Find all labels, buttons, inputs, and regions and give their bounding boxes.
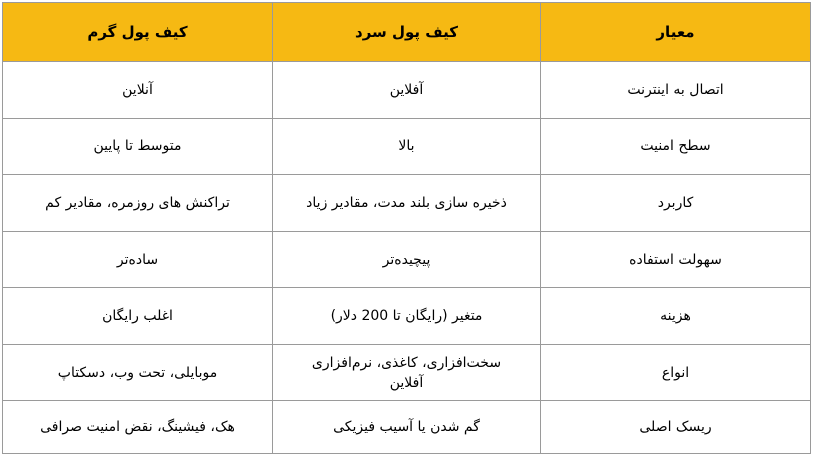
table-row (3, 118, 811, 175)
cell-hot-wallet: هک، فیشینگ، نقض امنیت صرافی (3, 401, 273, 454)
cell-criterion: سهولت استفاده (541, 231, 811, 288)
cell-criterion: سطح امنیت (541, 118, 811, 175)
header-cold-wallet: کیف پول سرد (273, 3, 541, 62)
cell-cold-wallet: آفلاین (273, 62, 541, 119)
table-row (3, 288, 811, 345)
cell-hot-wallet: تراکنش های روزمره، مقادیر کم (3, 175, 273, 232)
cell-hot-wallet: ساده‌تر (3, 231, 273, 288)
table-row (3, 344, 811, 401)
cell-criterion: هزینه (541, 288, 811, 345)
header-row (3, 3, 811, 62)
cell-criterion: اتصال به اینترنت (541, 62, 811, 119)
cell-cold-wallet-text: سخت‌افزاری، کاغذی، نرم‌افزاری آفلاین (311, 354, 502, 391)
cell-cold-wallet: گم شدن یا آسیب فیزیکی (273, 401, 541, 454)
comparison-table (2, 2, 811, 454)
cell-criterion: ریسک اصلی (541, 401, 811, 454)
table-row (3, 62, 811, 119)
cell-cold-wallet: متغیر (رایگان تا 200 دلار) (273, 288, 541, 345)
table-row (3, 231, 811, 288)
cell-cold-wallet: ذخیره سازی بلند مدت، مقادیر زیاد (273, 175, 541, 232)
header-criterion: معیار (541, 3, 811, 62)
table-body (3, 62, 811, 454)
cell-hot-wallet: اغلب رایگان (3, 288, 273, 345)
cell-cold-wallet: بالا (273, 118, 541, 175)
cell-hot-wallet: متوسط تا پایین (3, 118, 273, 175)
cell-criterion: انواع (541, 344, 811, 401)
cell-cold-wallet (273, 344, 541, 401)
header-hot-wallet: کیف پول گرم (3, 3, 273, 62)
table-row (3, 401, 811, 454)
cell-cold-wallet: پیچیده‌تر (273, 231, 541, 288)
table-header (3, 3, 811, 62)
cell-hot-wallet: آنلاین (3, 62, 273, 119)
cell-criterion: کاربرد (541, 175, 811, 232)
table-row (3, 175, 811, 232)
cell-hot-wallet: موبایلی، تحت وب، دسکتاپ (3, 344, 273, 401)
